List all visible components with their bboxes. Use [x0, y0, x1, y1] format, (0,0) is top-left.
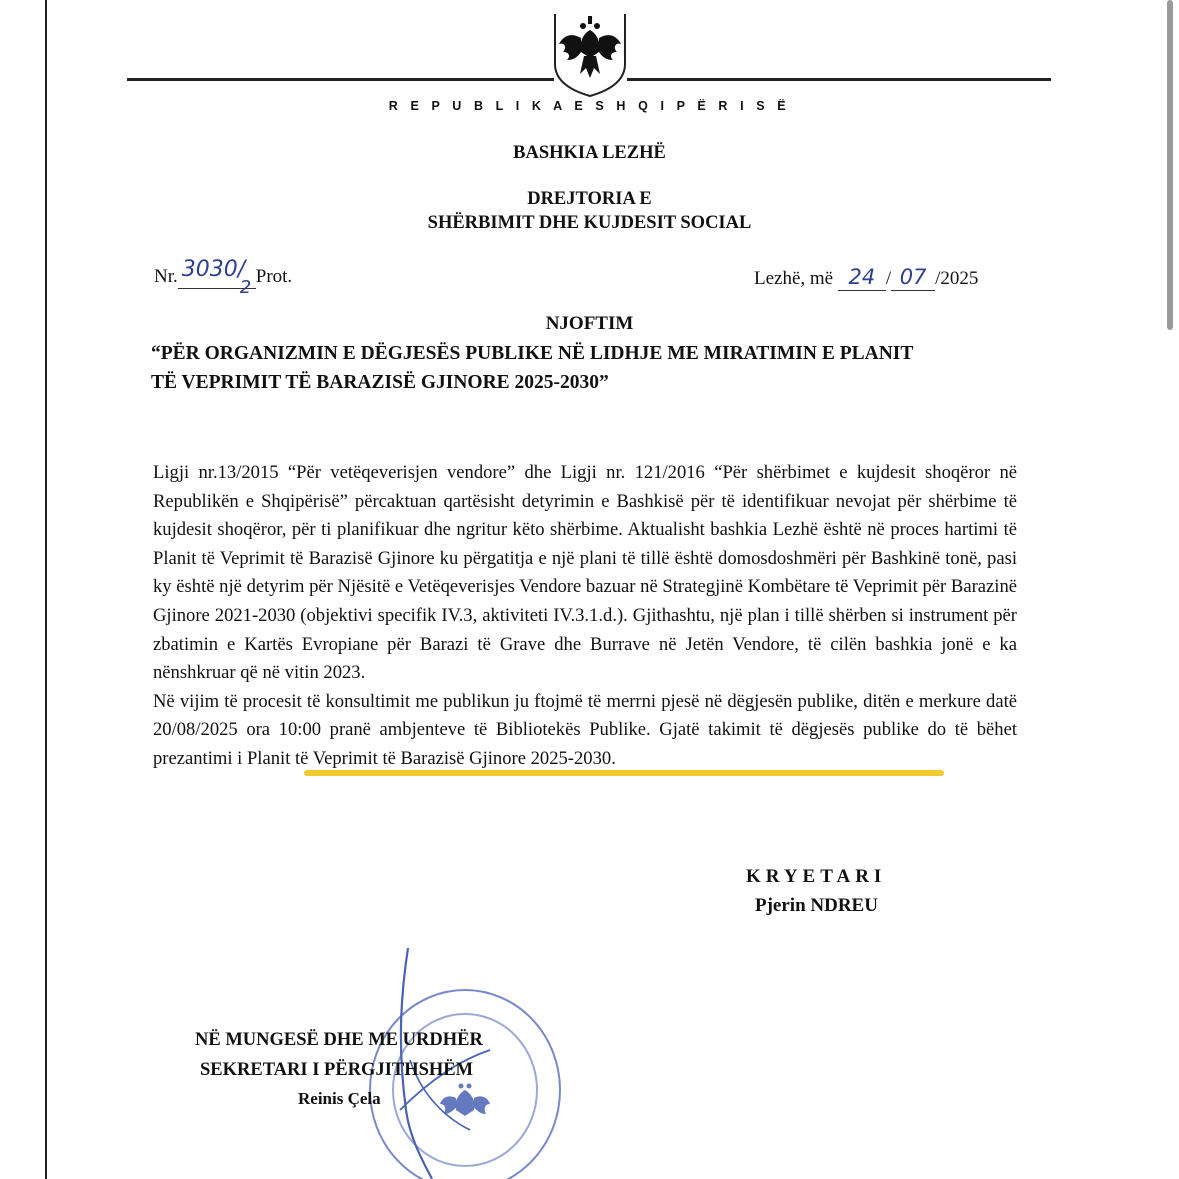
notice-body [153, 459, 1017, 774]
protocol-prot-label: Prot. [255, 266, 293, 287]
chair-name: Pjerin NDREU [755, 895, 878, 916]
body-paragraph-2: Në vijim të procesit të konsultimit me publikun ju ftojmë të merrni pjesë në dëgjesën publike, ditën e merkure datë 20/08/2025 ora 10:00 pranë ambjenteve të Bibliotekës Publike. Gjatë takimit të dëgjesës publike do të bëhet prezantimi i Planit të Veprimit të Barazisë Gjinore 2025-2030. [153, 690, 1017, 769]
notice-heading: NJOFTIM [545, 313, 634, 334]
protocol-number [154, 257, 293, 298]
protocol-nr-handwritten: 3030/ [181, 257, 246, 282]
municipality-name: BASHKIA LEZHË [513, 143, 666, 163]
body-paragraph-1: Ligji nr.13/2015 “Për vetëqeverisjen vendore” dhe Ligji nr. 121/2016 “Për shërbimet e kujdesit shoqëror në Republikën e Shqipërisë” përcaktuan qartësisht detyrimin e Bashkisë për të identifikuar nevojat për shërbime të kujdesit shoqëror, për ti planifikuar dhe ngritur këto shërbime. Aktualisht bashkia Lezhë është në proces hartimi të Planit të Veprimit të Barazisë Gjinore ku përgatitja e një plani të tillë është domosdoshmëri për Bashkinë tonë, pasi ky është një detyrim për Njësitë e Vetëqeverisjes Vendore bazuar në Strategjinë Kombëtare të Veprimit për Barazinë Gjinore 2021-2030 (objektivi specifik IV.3, aktiviteti IV.3.1.d.). Gjithashtu, një plan i tillë shërben si instrument për zbatimin e Kartës Evropiane për Barazi të Grave dhe Burrave në Jetën Vendore, të cilën bashkia jonë e ka nënshkruar që në vitin 2023. [153, 462, 1017, 684]
header-rule-right [627, 78, 1051, 81]
directorate-line-1: DREJTORIA E [527, 189, 652, 209]
header-rule-left [127, 78, 554, 81]
scrollbar[interactable] [1167, 0, 1173, 330]
albanian-eagle-emblem-icon [553, 12, 627, 98]
date-month-field [891, 265, 935, 291]
protocol-date: Lezhë, më 24 / 07 /2025 [754, 265, 979, 289]
secretary-name: Reinis Çela [298, 1089, 381, 1108]
directorate-line-2: SHËRBIMIT DHE KUJDESIT SOCIAL [427, 213, 752, 233]
date-year: /2025 [935, 268, 979, 289]
notice-title-line-2: TË VEPRIMIT TË BARAZISË GJINORE 2025-2030” [151, 372, 609, 393]
date-month: 07 [899, 265, 927, 289]
date-day-field [838, 265, 886, 291]
republic-header: R E P U B L I K A E S H Q I P Ë R I S Ë [388, 99, 791, 113]
page-edge [45, 0, 47, 1179]
date-day: 24 [848, 265, 876, 289]
place-label: Lezhë, më [754, 268, 834, 289]
protocol-nr-field [178, 257, 256, 298]
absence-line-1: NË MUNGESË DHE ME URDHËR [195, 1030, 483, 1050]
highlighter-underline [304, 770, 944, 776]
absence-line-2: SEKRETARI I PËRGJITHSHËM [200, 1060, 474, 1080]
protocol-nr-sub: 2 [239, 277, 252, 298]
chair-title: KRYETARI [746, 866, 887, 887]
notice-title-line-1: “PËR ORGANIZMIN E DËGJESËS PUBLIKE NË LIDHJE ME MIRATIMIN E PLANIT [151, 343, 914, 364]
protocol-nr-label: Nr. [154, 266, 178, 287]
